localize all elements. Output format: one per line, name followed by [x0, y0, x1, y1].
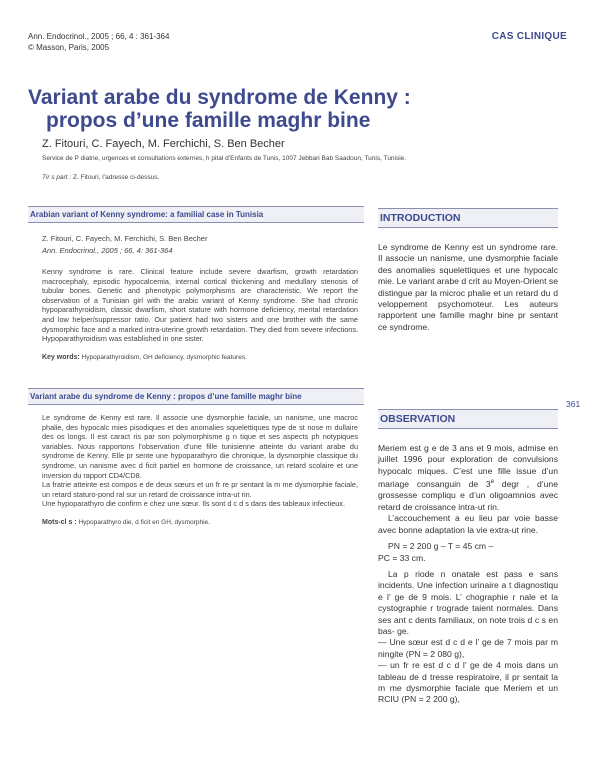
abstract-french-para-3: Une hypoparathyro die confirm e chez une sœur. Ils sont d c d s dans des tableaux infectieux. — [42, 499, 345, 509]
journal-citation: Ann. Endocrinol., 2005 ; 66, 4 : 361-364 — [28, 32, 170, 41]
abstract-english-authors: Z. Fitouri, C. Fayech, M. Ferchichi, S. Ben Becher — [42, 234, 208, 243]
abstract-french-para-2: La fratrie atteinte est compos e de deux sœurs et un fr re pr sentant la m me dysmorphie faciale, un retard staturo-pond ral sur un retard de croissance intra-ut rin. — [42, 480, 358, 499]
abstract-english-title: Arabian variant of Kenny syndrome: a familial case in Tunisia — [28, 206, 364, 223]
author-affiliation: Service de P diatrie, urgences et consultations externes, h pital d’Enfants de Tunis, 1007 Jebbari Bab Saadoun, Tunis, Tunisie. — [42, 155, 407, 162]
observation-para-1-a: Meriem est g e de 3 ans et 9 mois, admise en juillet 1996 pour exploration de convulsions hypocalc miques. C’est une fille issue d’un mariage consanguin de 3 — [378, 443, 558, 490]
birth-measure-line-2: PC = 33 cm. — [378, 552, 426, 563]
correspondence-label: Tir s part : — [42, 174, 72, 181]
introduction-section — [378, 208, 558, 333]
ordinal-superscript: e — [490, 479, 495, 486]
observation-para-4: La p riode n onatale est pass e sans incidents. Une infection urinaire a t diagnostiqu e l’ ge de 9 mois. L’ chographie r nale et la cystographie r trograde taient normales. Dans ses ant c dents familiaux, on note trois d c s en bas- ge. — [378, 568, 558, 636]
introduction-heading: INTRODUCTION — [378, 208, 558, 228]
section-tag: CAS CLINIQUE — [491, 31, 567, 42]
observation-heading: OBSERVATION — [378, 409, 558, 429]
observation-para-1-b: degr , d’une grossesse compliqu e d’un oligoamnios avec retard de croissance intra-ut rin. — [378, 479, 558, 512]
abstract-english-body: Kenny syndrome is rare. Clinical feature include severe dwarfism, growth retardation macrocephaly, episodic hypocalcemia, internal cortical thickening and medullary stenosis of tubular bones. Genetic and phenotypic polymorphisms are characteristic. We report the observation of a Tunisian girl with the arabic variant of Kenny syndrome. She had chronic hypoparathyroidism, classic dwarfism, short stature with hormone deficiency, mental retardation and low helper/suppressor ratio. Our patient had two sisters and one brother with the same dysmorphic face and a marked intra-uterine growth retardation. They died from severe infections. Hypoparathyroidism was established in one sister. — [42, 267, 358, 344]
title-line-1: Variant arabe du syndrome de Kenny : — [28, 86, 411, 109]
keywords-label: Key words: — [42, 353, 80, 361]
copyright-line: © Masson, Paris, 2005 — [28, 43, 110, 52]
page-number: 361 — [566, 399, 581, 409]
observation-text — [378, 443, 558, 706]
abstract-french-body — [42, 413, 358, 509]
observation-section — [378, 409, 558, 706]
article-title — [28, 86, 448, 132]
abstract-french-para-1: Le syndrome de Kenny est rare. Il associe une dysmorphie faciale, un nanisme, une macroc phalie, des hypocalc mies pisodiques et des anomalies squelettiques type de st nose m dullaire des os longs. Il est caract ris par son polymorphisme g n tique et ses aspects ph notypiques variables. Nous rapportons l’observation d’une fille tunisienne atteinte du variant arabe du syndrome de Kenny. Elle pr sente une hypoparathyro die chronique, la dysmorphie classique du syndrome, un nanisme avec d ficit partiel en hormone de croissance, un retard scolaire et une inversion du rapport CD4/CD8. — [42, 413, 358, 480]
abstract-french-keywords — [42, 519, 364, 526]
introduction-text: Le syndrome de Kenny est un syndrome rare. Il associe un nanisme, une dysmorphie faciale des anomalies squelettiques et une hypocalc mie. Le variant arabe d crit au Moyen-Orient se distingue par la microc phalie et un retard du d veloppement psychomoteur. Les auteurs rapportent une famille maghr bine pr sentant ce syndrome. — [378, 242, 558, 332]
observation-para-1 — [378, 443, 558, 513]
keywords-value: Hypoparathyroidism, GH deficiency, dysmorphic features. — [81, 353, 247, 361]
title-line-2: propos d’une famille maghr bine — [46, 109, 371, 132]
correspondence — [42, 174, 159, 181]
mots-cles-value: Hypoparathyro die, d ficit en GH, dysmorphie. — [78, 518, 210, 526]
abstract-english — [28, 206, 364, 361]
birth-measure-line-1: PN = 2 200 g – T = 45 cm – — [388, 541, 494, 552]
correspondence-text: Z. Fitouri, l’adresse ci-dessus. — [73, 174, 160, 181]
abstract-french-title: Variant arabe du syndrome de Kenny : propos d’une famille maghr bine — [28, 388, 364, 405]
abstract-french — [28, 388, 364, 526]
article-authors: Z. Fitouri, C. Fayech, M. Ferchichi, S. Ben Becher — [42, 138, 285, 150]
journal-reference — [28, 31, 169, 53]
abstract-english-keywords — [42, 354, 364, 361]
observation-para-2: L’accouchement a eu lieu par voie basse avec bonne adaptation la vie extra-ut rine. — [378, 513, 558, 535]
abstract-english-citation: Ann. Endocrinol., 2005 ; 66, 4: 361-364 — [42, 246, 173, 255]
observation-para-6: — un fr re est d c d l’ ge de 4 mois dans un tableau de d tresse respiratoire, il pr sentait la m me dysmorphie faciale que Meriem et un RCIU (PN = 2 200 g), — [378, 660, 558, 705]
mots-cles-label: Mots-cl s : — [42, 518, 77, 526]
observation-para-5: — Une sœur est d c d e l’ ge de 7 mois par m ningite (PN = 2 080 g), — [378, 637, 558, 659]
